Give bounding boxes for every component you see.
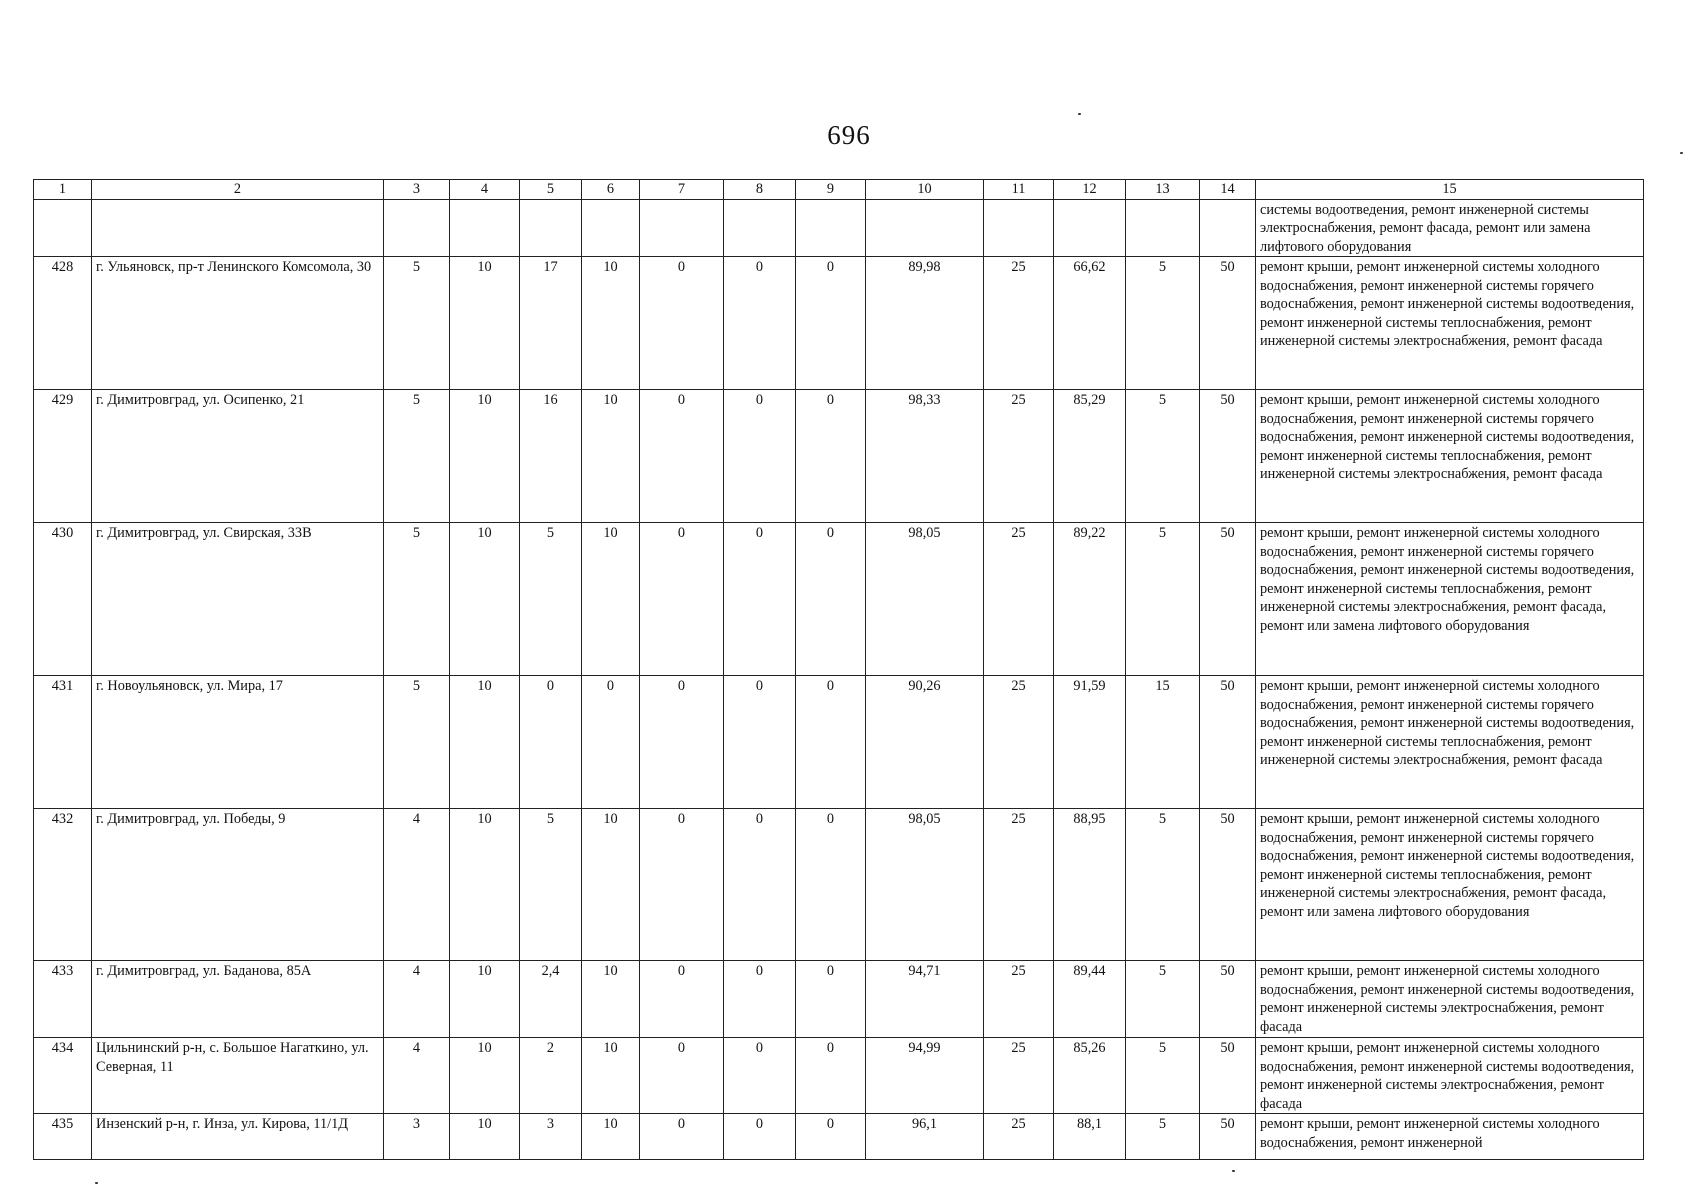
col5-cell: 2 [520, 1038, 582, 1114]
col8-cell: 0 [724, 809, 796, 961]
col7-cell: 0 [640, 1114, 724, 1160]
address-cell: г. Ульяновск, пр-т Ленинского Комсомола, 30 [92, 257, 384, 390]
table-row [34, 1114, 1644, 1160]
col13-cell: 5 [1126, 390, 1200, 523]
col7-cell: 0 [640, 1038, 724, 1114]
col9-cell: 0 [796, 1038, 866, 1114]
scan-speck [1232, 1170, 1235, 1172]
col8-cell: 0 [724, 523, 796, 676]
col12-cell: 85,26 [1054, 1038, 1126, 1114]
col5-cell: 0 [520, 676, 582, 809]
col9-cell: 0 [796, 1114, 866, 1160]
col5-cell: 5 [520, 523, 582, 676]
column-header: 12 [1054, 180, 1126, 200]
col6-cell: 10 [582, 523, 640, 676]
col4-cell: 10 [450, 1038, 520, 1114]
row-number: 428 [34, 257, 92, 390]
column-header: 7 [640, 180, 724, 200]
works-cell: ремонт крыши, ремонт инженерной системы холодного водоснабжения, ремонт инженерной системы горячего водоснабжения, ремонт инженерной системы водоотведения, ремонт инженерной системы теплоснабжения, ремонт инженерной системы электроснабжения, ремонт фасада [1256, 390, 1644, 523]
row-number: 431 [34, 676, 92, 809]
col9-cell: 0 [796, 257, 866, 390]
column-header: 11 [984, 180, 1054, 200]
col14-cell: 50 [1200, 809, 1256, 961]
col13-cell: 5 [1126, 1038, 1200, 1114]
row-number: 432 [34, 809, 92, 961]
col3-cell: 3 [384, 1114, 450, 1160]
col6-cell: 10 [582, 1114, 640, 1160]
table-row [34, 961, 1644, 1038]
scan-speck [95, 1182, 98, 1184]
table-row [34, 676, 1644, 809]
col3-cell: 5 [384, 676, 450, 809]
col5-cell: 5 [520, 809, 582, 961]
col6-cell: 10 [582, 809, 640, 961]
col4-cell: 10 [450, 390, 520, 523]
column-header: 8 [724, 180, 796, 200]
works-cell: ремонт крыши, ремонт инженерной системы холодного водоснабжения, ремонт инженерной системы горячего водоснабжения, ремонт инженерной системы водоотведения, ремонт инженерной системы теплоснабжения, ремонт инженерной системы электроснабжения, ремонт фасада, ремонт или замена лифтового оборудования [1256, 809, 1644, 961]
col14-cell: 50 [1200, 257, 1256, 390]
col12-cell: 89,44 [1054, 961, 1126, 1038]
col4-cell: 10 [450, 809, 520, 961]
col6-cell: 10 [582, 1038, 640, 1114]
col10-cell: 96,1 [866, 1114, 984, 1160]
col13-cell: 5 [1126, 523, 1200, 676]
column-header: 10 [866, 180, 984, 200]
col12-cell: 88,95 [1054, 809, 1126, 961]
column-header: 3 [384, 180, 450, 200]
col14-cell: 50 [1200, 1114, 1256, 1160]
col8-cell: 0 [724, 257, 796, 390]
address-cell: г. Димитровград, ул. Баданова, 85А [92, 961, 384, 1038]
column-header: 14 [1200, 180, 1256, 200]
col13-cell: 15 [1126, 676, 1200, 809]
col13-cell: 5 [1126, 1114, 1200, 1160]
works-cell: ремонт крыши, ремонт инженерной системы холодного водоснабжения, ремонт инженерной системы горячего водоснабжения, ремонт инженерной системы водоотведения, ремонт инженерной системы теплоснабжения, ремонт инженерной системы электроснабжения, ремонт фасада [1256, 676, 1644, 809]
col4-cell: 10 [450, 1114, 520, 1160]
col11-cell: 25 [984, 257, 1054, 390]
col12-cell: 89,22 [1054, 523, 1126, 676]
col6-cell: 10 [582, 390, 640, 523]
address-cell: Цильнинский р-н, с. Большое Нагаткино, ул. Северная, 11 [92, 1038, 384, 1114]
col3-cell: 4 [384, 809, 450, 961]
column-header: 6 [582, 180, 640, 200]
col10-cell: 98,05 [866, 809, 984, 961]
col11-cell: 25 [984, 390, 1054, 523]
col7-cell: 0 [640, 390, 724, 523]
col7-cell: 0 [640, 809, 724, 961]
address-cell: г. Димитровград, ул. Свирская, 33В [92, 523, 384, 676]
page-number: 696 [827, 120, 871, 150]
col11-cell: 25 [984, 809, 1054, 961]
works-cell: ремонт крыши, ремонт инженерной системы холодного водоснабжения, ремонт инженерной системы водоотведения, ремонт инженерной системы электроснабжения, ремонт фасада [1256, 1038, 1644, 1114]
col7-cell: 0 [640, 961, 724, 1038]
row-number: 434 [34, 1038, 92, 1114]
col3-cell: 5 [384, 523, 450, 676]
col14-cell: 50 [1200, 676, 1256, 809]
col8-cell: 0 [724, 1038, 796, 1114]
col5-cell: 2,4 [520, 961, 582, 1038]
table-row [34, 390, 1644, 523]
col3-cell: 4 [384, 961, 450, 1038]
col3-cell: 4 [384, 1038, 450, 1114]
col4-cell: 10 [450, 676, 520, 809]
col9-cell: 0 [796, 809, 866, 961]
col10-cell: 94,71 [866, 961, 984, 1038]
address-cell: Инзенский р-н, г. Инза, ул. Кирова, 11/1Д [92, 1114, 384, 1160]
col3-cell: 5 [384, 390, 450, 523]
col8-cell: 0 [724, 961, 796, 1038]
col10-cell: 89,98 [866, 257, 984, 390]
scan-speck [1078, 113, 1081, 115]
col7-cell: 0 [640, 257, 724, 390]
continuation-row [34, 199, 1644, 257]
column-header: 15 [1256, 180, 1644, 200]
col11-cell: 25 [984, 961, 1054, 1038]
address-cell: г. Новоульяновск, ул. Мира, 17 [92, 676, 384, 809]
col6-cell: 10 [582, 257, 640, 390]
table-row [34, 257, 1644, 390]
col4-cell: 10 [450, 257, 520, 390]
col9-cell: 0 [796, 390, 866, 523]
row-number: 433 [34, 961, 92, 1038]
column-header: 1 [34, 180, 92, 200]
col12-cell: 66,62 [1054, 257, 1126, 390]
col12-cell: 85,29 [1054, 390, 1126, 523]
column-header: 4 [450, 180, 520, 200]
address-cell: г. Димитровград, ул. Осипенко, 21 [92, 390, 384, 523]
col7-cell: 0 [640, 676, 724, 809]
col3-cell: 5 [384, 257, 450, 390]
row-number: 430 [34, 523, 92, 676]
column-header: 2 [92, 180, 384, 200]
col5-cell: 17 [520, 257, 582, 390]
works-cell: ремонт крыши, ремонт инженерной системы холодного водоснабжения, ремонт инженерной системы горячего водоснабжения, ремонт инженерной системы водоотведения, ремонт инженерной системы теплоснабжения, ремонт инженерной системы электроснабжения, ремонт фасада, ремонт или замена лифтового оборудования [1256, 523, 1644, 676]
col11-cell: 25 [984, 1038, 1054, 1114]
col8-cell: 0 [724, 1114, 796, 1160]
row-number: 435 [34, 1114, 92, 1160]
col10-cell: 98,33 [866, 390, 984, 523]
col11-cell: 25 [984, 1114, 1054, 1160]
col13-cell: 5 [1126, 961, 1200, 1038]
column-header: 9 [796, 180, 866, 200]
table-row [34, 1038, 1644, 1114]
col8-cell: 0 [724, 676, 796, 809]
col5-cell: 3 [520, 1114, 582, 1160]
col14-cell: 50 [1200, 961, 1256, 1038]
col6-cell: 10 [582, 961, 640, 1038]
works-cell: системы водоотведения, ремонт инженерной системы электроснабжения, ремонт фасада, ремонт или замена лифтового оборудования [1256, 199, 1644, 257]
col11-cell: 25 [984, 676, 1054, 809]
col10-cell: 90,26 [866, 676, 984, 809]
col8-cell: 0 [724, 390, 796, 523]
col12-cell: 91,59 [1054, 676, 1126, 809]
col9-cell: 0 [796, 523, 866, 676]
col13-cell: 5 [1126, 809, 1200, 961]
col10-cell: 98,05 [866, 523, 984, 676]
capital-repair-table [33, 179, 1644, 1160]
col5-cell: 16 [520, 390, 582, 523]
col4-cell: 10 [450, 961, 520, 1038]
scan-speck [1680, 152, 1683, 154]
col14-cell: 50 [1200, 390, 1256, 523]
col6-cell: 0 [582, 676, 640, 809]
column-header: 13 [1126, 180, 1200, 200]
table-row [34, 523, 1644, 676]
col4-cell: 10 [450, 523, 520, 676]
col11-cell: 25 [984, 523, 1054, 676]
address-cell: г. Димитровград, ул. Победы, 9 [92, 809, 384, 961]
col14-cell: 50 [1200, 523, 1256, 676]
col9-cell: 0 [796, 676, 866, 809]
works-cell: ремонт крыши, ремонт инженерной системы холодного водоснабжения, ремонт инженерной системы водоотведения, ремонт инженерной системы электроснабжения, ремонт фасада [1256, 961, 1644, 1038]
works-cell: ремонт крыши, ремонт инженерной системы холодного водоснабжения, ремонт инженерной системы горячего водоснабжения, ремонт инженерной системы водоотведения, ремонт инженерной системы теплоснабжения, ремонт инженерной системы электроснабжения, ремонт фасада [1256, 257, 1644, 390]
col9-cell: 0 [796, 961, 866, 1038]
row-number: 429 [34, 390, 92, 523]
table-row [34, 809, 1644, 961]
col10-cell: 94,99 [866, 1038, 984, 1114]
column-number-row [34, 180, 1644, 200]
works-cell: ремонт крыши, ремонт инженерной системы холодного водоснабжения, ремонт инженерной [1256, 1114, 1644, 1160]
table-body [34, 180, 1644, 1160]
col14-cell: 50 [1200, 1038, 1256, 1114]
col7-cell: 0 [640, 523, 724, 676]
column-header: 5 [520, 180, 582, 200]
col13-cell: 5 [1126, 257, 1200, 390]
col12-cell: 88,1 [1054, 1114, 1126, 1160]
